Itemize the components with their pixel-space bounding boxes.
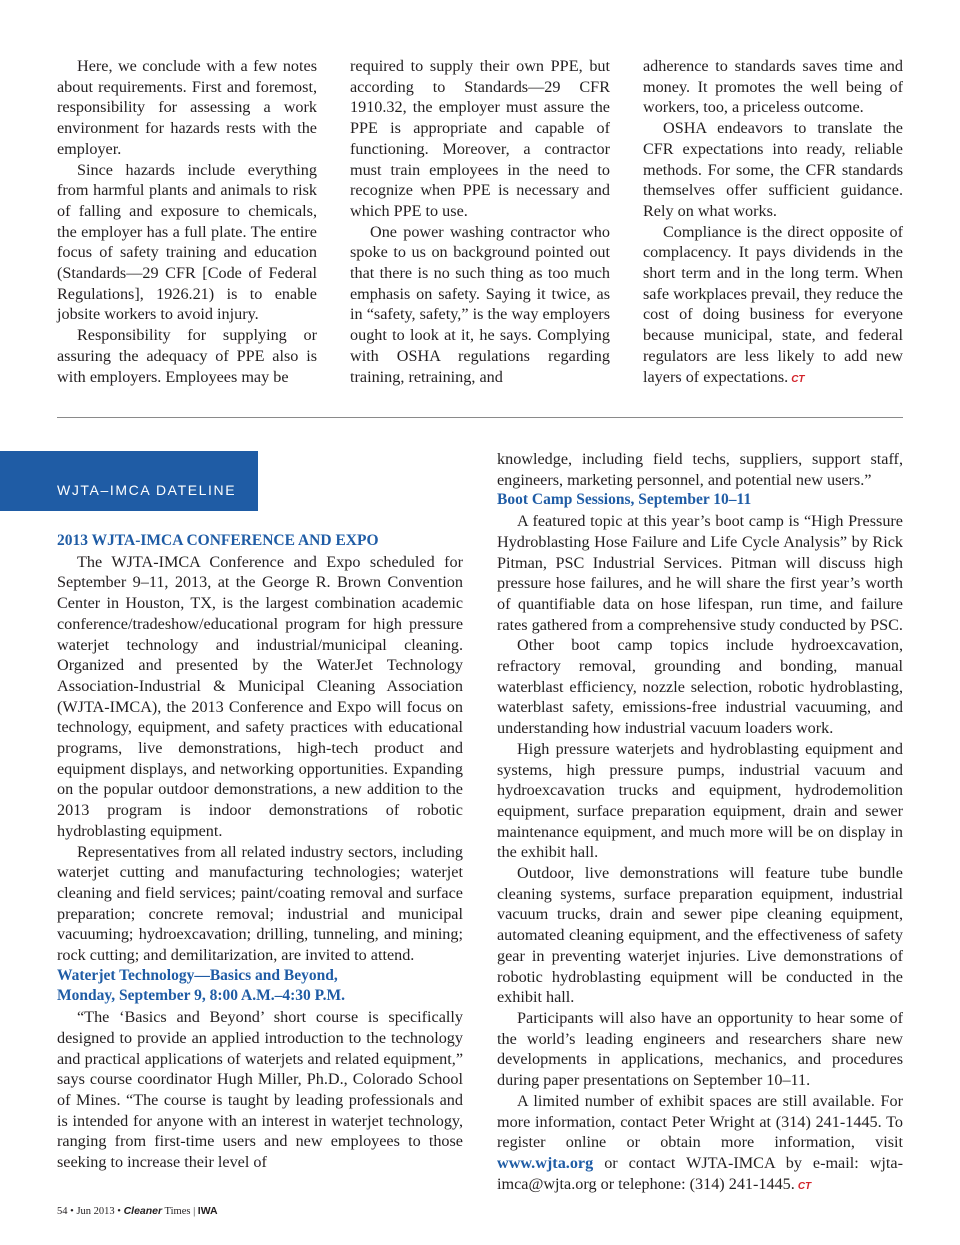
subheading-line: Monday, September 9, 8:00 A.M.–4:30 P.M. xyxy=(57,987,346,1005)
section-heading: 2013 WJTA-IMCA CONFERENCE AND EXPO xyxy=(57,532,379,549)
paragraph: High pressure waterjets and hydroblasting equipment and systems, high pressure pumps, industrial vacuum and hydroexcavation trucks and equipment, hydrodemolition equipment, surface preparation equipment, drain and sewer maintenance equipment, and much more will be on display in the exhibit hall. xyxy=(497,739,903,862)
end-of-article-mark: CT xyxy=(797,1180,812,1192)
publication-section: IWA xyxy=(197,1205,218,1217)
paragraph: Outdoor, live demonstrations will feature tube bundle cleaning systems, surface preparation equipment, industrial vacuum trucks, drain and sewer pipe cleaning equipment, automated cleaning equipment, and the effectiveness of safety gear in preventing waterjet injuries. Live demonstrations of robotic hydroblasting equipment will be conducted in the exhibit hall. xyxy=(497,864,903,1007)
top-article-column-2 xyxy=(350,56,610,387)
issue-date: Jun 2013 xyxy=(76,1206,115,1217)
paragraph: Since hazards include everything from harmful plants and animals to risk of falling and exposure to chemicals, the employer has a full plate. The entire focus of safety training and education (Standards—29 CFR [Code of Federal Regulations], 1926.21) is to enable jobsite workers to avoid injury. xyxy=(57,160,317,324)
paragraph-text: A limited number of exhibit spaces are still available. For more information, contact Peter Wright at (314) 241-1445. To register online or obtain more information, visit xyxy=(497,1091,903,1152)
paragraph: Representatives from all related industry sectors, including waterjet cutting and manufacturing technologies; waterjet cleaning and field services; paint/coating removal and surface preparation; concrete removal; industrial and municipal vacuuming; hydroexcavation; drilling, tunneling, and mining; rock cutting; and demilitarization, are invited to attend. xyxy=(57,842,463,965)
subheading-boot-camp: Boot Camp Sessions, September 10–11 xyxy=(497,491,752,509)
top-article-column-3 xyxy=(643,56,903,390)
dateline-banner xyxy=(0,451,258,511)
page-footer xyxy=(57,1205,218,1217)
paragraph: Participants will also have an opportunity to hear some of the world’s leading engineers and researchers share new developments in applications, mechanics, and procedures during paper presentations on September 10–11. xyxy=(497,1008,903,1090)
paragraph: Responsibility for supplying or assuring the adequacy of PPE also is with employers. Employees may be xyxy=(57,326,317,386)
footer-separator: • xyxy=(67,1206,77,1217)
subheading-line: Waterjet Technology—Basics and Beyond, xyxy=(57,966,338,984)
paragraph-text: Compliance is the direct opposite of complacency. It pays dividends in the short term and in the long term. When safe workplaces prevail, they reduce the cost of doing business for everyone because municipal, state, and federal regulators are less likely to add new layers of expectations. xyxy=(643,222,903,386)
paragraph: Other boot camp topics include hydroexcavation, refractory removal, grounding and bonding, manual waterblast efficiency, nozzle selection, robotic hydroblasting, waterblast safety, emissions-free industrial vacuuming, and understanding how industrial vacuum loaders work. xyxy=(497,636,903,738)
dateline-label: WJTA–IMCA DATELINE xyxy=(57,482,237,498)
paragraph xyxy=(643,222,903,391)
paragraph: OSHA endeavors to translate the CFR expectations into ready, reliable methods. For some, the CFR standards themselves offer sufficient guidance. Rely on what works. xyxy=(643,119,903,220)
paragraph: Here, we conclude with a few notes about requirements. First and foremost, responsibility for assessing a work environment for hazards rests with the employer. xyxy=(57,57,317,158)
footer-separator: | xyxy=(190,1206,198,1217)
publication-name: Cleaner xyxy=(123,1205,163,1217)
page-number: 54 xyxy=(57,1206,68,1217)
paragraph xyxy=(497,1091,903,1198)
dateline-article-column-2 xyxy=(497,449,903,1197)
paragraph: The WJTA-IMCA Conference and Expo scheduled for September 9–11, 2013, at the George R. Brown Convention Center in Houston, TX, is the largest combination academic conference/tradeshow/educational program for high pressure waterjet technology and industrial/municipal cleaning. Organized and presented by the WaterJet Technology Association-Industrial & Municipal Cleaning Association (WJTA-IMCA), the 2013 Conference and Expo will focus on technology, equipment, and safety practices with educational programs, live demonstrations, high-tech product and equipment displays, and networking opportunities. Expanding on the popular outdoor demonstrations, a new addition to the 2013 program is indoor demonstrations of robotic hydroblasting equipment. xyxy=(57,552,463,840)
section-divider xyxy=(57,417,903,418)
paragraph: adherence to standards saves time and money. It promotes the well being of workers, too, a priceless outcome. xyxy=(643,57,903,117)
paragraph: One power washing contractor who spoke to us on background pointed out that there is no such thing as too much emphasis on safety. Saying it twice, as in “safety, safety,” is the way employers ought to look at it, he says. Complying with OSHA regulations regarding training, retraining, and xyxy=(350,222,610,386)
wjta-website-link[interactable]: www.wjta.org xyxy=(497,1153,594,1172)
paragraph: A featured topic at this year’s boot camp is “High Pressure Hydroblasting Hose Failure and Life Cycle Analysis” by Rick Pitman, PSC Industrial Services. Pitman will discuss high pressure hose failures, and he will share the first year’s worth of quantifiable data on hose lifespan, run time, and failure rates gathered from a comprehensive study conducted by PSC. xyxy=(497,512,903,634)
footer-separator: • xyxy=(114,1206,124,1217)
subheading-basics-and-beyond xyxy=(57,966,463,1007)
paragraph-text: or contact WJTA-IMCA by e-mail: wjta-imca@wjta.org or telephone: (314) 241-1445. xyxy=(497,1153,903,1193)
dateline-article-column-1 xyxy=(57,531,463,1173)
paragraph: “The ‘Basics and Beyond’ short course is specifically designed to provide an applied introduction to the technology and practical applications of waterjets and related equipment,” says course coordinator Hugh Miller, Ph.D., Colorado School of Mines. “The course is taught by leading professionals and is intended for anyone with an interest in waterjet technology, ranging from first-time users and new employees to those seeking to increase their level of xyxy=(57,1008,463,1172)
paragraph: required to supply their own PPE, but according to Standards—29 CFR 1910.32, the employer must assure the PPE is appropriate and capable of functioning. Moreover, a contractor must train employees in the need to recognize when PPE is necessary and which PPE to use. xyxy=(350,57,610,220)
top-article-column-1 xyxy=(57,56,317,387)
end-of-article-mark: CT xyxy=(791,373,805,385)
paragraph: knowledge, including field techs, suppliers, support staff, engineers, marketing personnel, and potential new users.” xyxy=(497,450,903,489)
publication-name-suffix: Times xyxy=(162,1206,191,1217)
